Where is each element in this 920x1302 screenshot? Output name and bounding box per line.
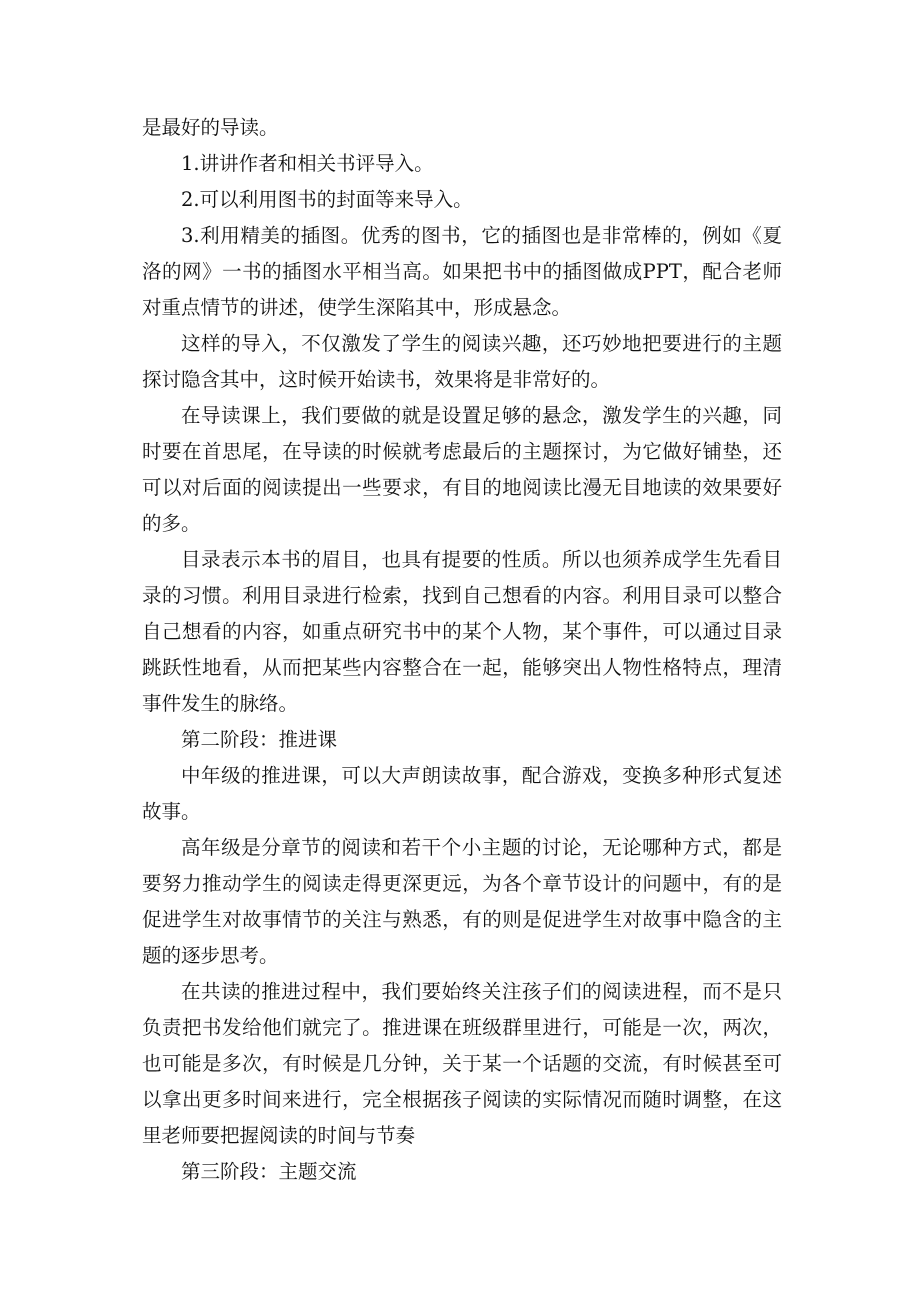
list-item-3: 3.利用精美的插图。优秀的图书，它的插图也是非常棒的，例如《夏洛的网》一书的插图水平相当高。如果把书中的插图做成PPT，配合老师对重点情节的讲述，使学生深陷其中，形成悬念。: [142, 224, 782, 319]
paragraph-middle-grade: 中年级的推进课，可以大声朗读故事，配合游戏，变换多种形式复述故事。: [142, 764, 782, 823]
document-body: [142, 110, 782, 1190]
section-heading-stage-2: 第二阶段：推进课: [181, 728, 338, 751]
paragraph-guided-reading: 在导读课上，我们要做的就是设置足够的悬念，激发学生的兴趣，同时要在首思尾，在导读的时候就考虑最后的主题探讨，为它做好铺垫，还可以对后面的阅读提出一些要求，有目的地阅读比漫无目地读的效果要好的多。: [142, 404, 782, 535]
paragraph-table-of-contents: 目录表示本书的眉目，也具有提要的性质。所以也须养成学生先看目录的习惯。利用目录进行检索，找到自己想看的内容。利用目录可以整合自己想看的内容，如重点研究书中的某个人物，某个事件，可以通过目录跳跃性地看，从而把某些内容整合在一起，能够突出人物性格特点，理清事件发生的脉络。: [142, 548, 782, 715]
paragraph-shared-reading: 在共读的推进过程中，我们要始终关注孩子们的阅读进程，而不是只负责把书发给他们就完了。推进课在班级群里进行，可能是一次，两次，也可能是多次，有时候是几分钟，关于某一个话题的交流，有时候甚至可以拿出更多时间来进行，完全根据孩子阅读的实际情况而随时调整，在这里老师要把握阅读的时间与节奏: [142, 980, 782, 1147]
list-item-1: 1.讲讲作者和相关书评导入。: [181, 152, 434, 175]
paragraph-continuation: 是最好的导读。: [142, 116, 279, 139]
paragraph-high-grade: 高年级是分章节的阅读和若干个小主题的讨论，无论哪种方式，都是要努力推动学生的阅读走得更深更远，为各个章节设计的问题中，有的是促进学生对故事情节的关注与熟悉，有的则是促进学生对故事中隐含的主题的逐步思考。: [142, 836, 782, 967]
paragraph-intro-effect: 这样的导入，不仅激发了学生的阅读兴趣，还巧妙地把要进行的主题探讨隐含其中，这时候开始读书，效果将是非常好的。: [142, 332, 782, 391]
section-heading-stage-3: 第三阶段：主题交流: [181, 1160, 357, 1183]
list-item-2: 2.可以利用图书的封面等来导入。: [181, 188, 473, 211]
